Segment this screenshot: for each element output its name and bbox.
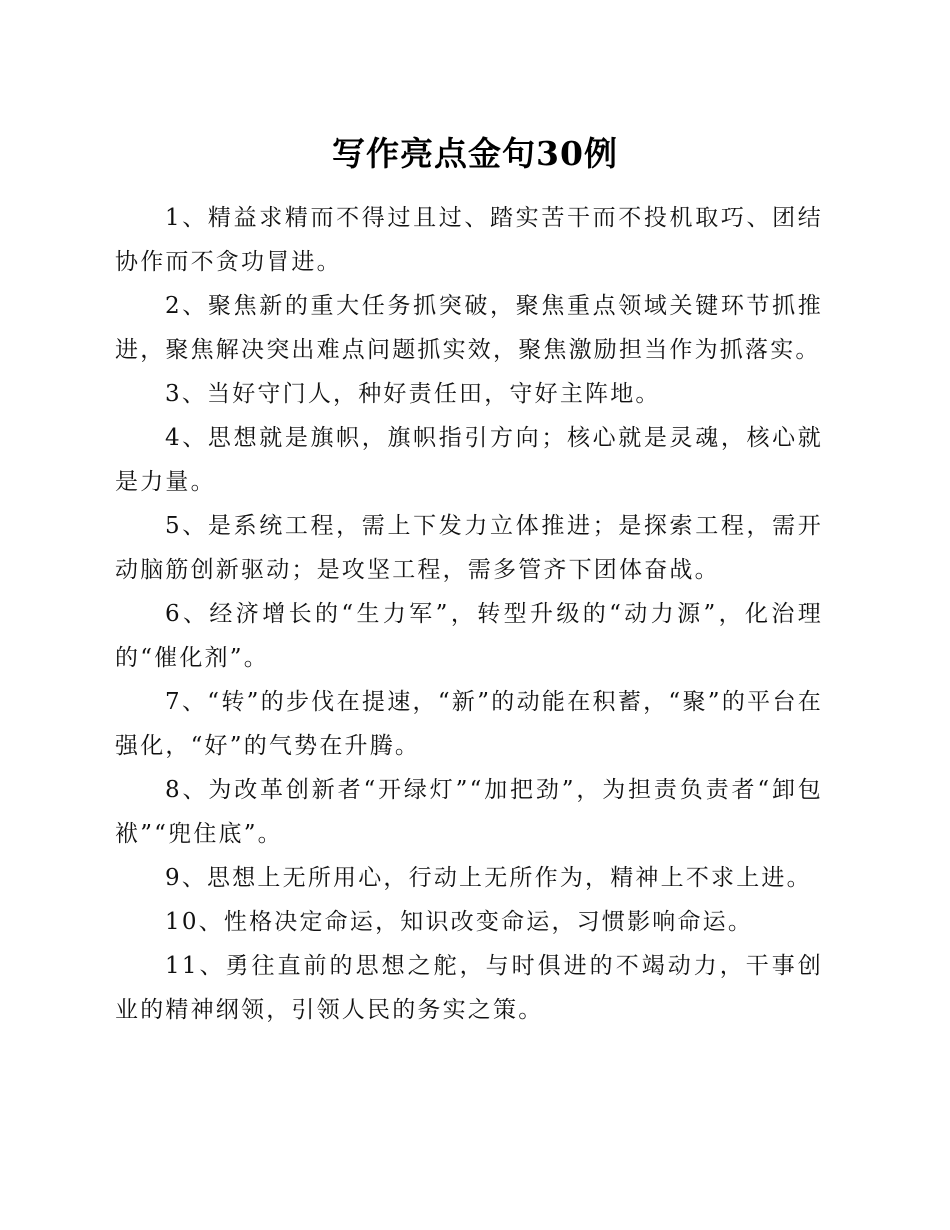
paragraph-4: 4、思想就是旗帜，旗帜指引方向；核心就是灵魂，核心就是力量。 (115, 425, 823, 495)
paragraph-11: 11、勇往直前的思想之舵，与时俱进的不竭动力，干事创业的精神纲领，引领人民的务实之策。 (115, 953, 823, 1023)
paragraph-1: 1、精益求精而不得过且过、踏实苦干而不投机取巧、团结协作而不贪功冒进。 (115, 205, 823, 275)
paragraph-3: 3、当好守门人，种好责任田，守好主阵地。 (165, 381, 661, 407)
paragraph-9: 9、思想上无所用心，行动上无所作为，精神上不求上进。 (165, 865, 812, 891)
paragraph-7: 7、“转”的步伐在提速，“新”的动能在积蓄，“聚”的平台在强化，“好”的气势在升腾。 (115, 689, 823, 759)
paragraph-2: 2、聚焦新的重大任务抓突破，聚焦重点领域关键环节抓推进，聚焦解决突出难点问题抓实效，聚焦激励担当作为抓落实。 (115, 293, 823, 363)
document-body (115, 196, 823, 1032)
paragraph-10: 10、性格决定命运，知识改变命运，习惯影响命运。 (165, 909, 754, 935)
paragraph-6: 6、经济增长的“生力军”，转型升级的“动力源”，化治理的“催化剂”。 (115, 601, 823, 671)
paragraph-5: 5、是系统工程，需上下发力立体推进；是探索工程，需开动脑筋创新驱动；是攻坚工程，需多管齐下团体奋战。 (115, 513, 823, 583)
paragraph-8: 8、为改革创新者“开绿灯”“加把劲”，为担责负责者“卸包袱”“兜住底”。 (115, 777, 823, 847)
document-title: 写作亮点金句30例 (332, 134, 618, 173)
